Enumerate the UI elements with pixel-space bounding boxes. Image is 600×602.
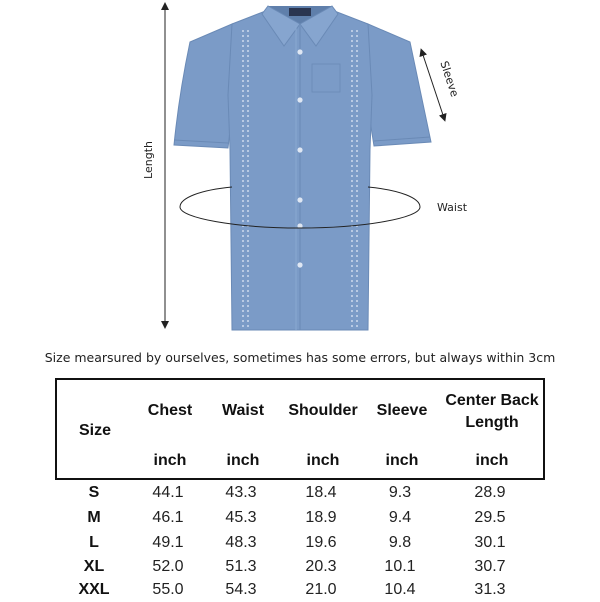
size-cell: XXL: [78, 581, 110, 598]
column-header-shoulder: Shoulder: [288, 402, 358, 419]
sleeve-label: Sleeve: [437, 59, 462, 99]
chest-cell: 52.0: [152, 558, 184, 575]
column-header-waist: Waist: [221, 402, 265, 419]
chest-cell: 49.1: [152, 534, 184, 551]
shoulder-cell: 18.9: [305, 509, 337, 526]
table-row: [55, 481, 545, 505]
shirt-illustration: [174, 6, 431, 330]
table-row: [55, 555, 545, 579]
waist-label: Waist: [437, 201, 468, 214]
chest-cell: 55.0: [152, 581, 184, 598]
shoulder-cell: 20.3: [305, 558, 337, 575]
shoulder-cell: 21.0: [305, 581, 337, 598]
unit-shoulder: inch: [306, 452, 340, 469]
column-header-sleeve: Sleeve: [376, 402, 428, 419]
waist-cell: 51.3: [225, 558, 257, 575]
column-header-center-back-length: Center Back Length: [445, 392, 539, 431]
table-row: [55, 506, 545, 530]
table-row: [55, 578, 545, 602]
center-back-length-cell: 31.3: [474, 581, 506, 598]
center-back-length-cell: 29.5: [474, 509, 506, 526]
waist-cell: 54.3: [225, 581, 257, 598]
sleeve-cell: 9.4: [388, 509, 412, 526]
size-cell: L: [89, 534, 99, 551]
unit-sleeve: inch: [385, 452, 419, 469]
size-cell: S: [88, 484, 100, 501]
sleeve-cell: 10.4: [384, 581, 416, 598]
size-chart-header: [55, 378, 545, 480]
measurement-note: Size mearsured by ourselves, sometimes has some errors, but always within 3cm: [44, 350, 556, 365]
size-cell: XL: [83, 558, 105, 575]
center-back-length-cell: 28.9: [474, 484, 506, 501]
unit-center-back-length: inch: [475, 452, 509, 469]
center-back-length-cell: 30.7: [474, 558, 506, 575]
chest-cell: 46.1: [152, 509, 184, 526]
waist-cell: 48.3: [225, 534, 257, 551]
sleeve-cell: 10.1: [384, 558, 416, 575]
chest-cell: 44.1: [152, 484, 184, 501]
shoulder-cell: 18.4: [305, 484, 337, 501]
waist-cell: 43.3: [225, 484, 257, 501]
waist-cell: 45.3: [225, 509, 257, 526]
sleeve-cell: 9.8: [388, 534, 412, 551]
size-cell: M: [87, 509, 101, 526]
shoulder-cell: 19.6: [305, 534, 337, 551]
unit-chest: inch: [153, 452, 187, 469]
size-header: Size: [78, 422, 111, 439]
column-header-chest: Chest: [147, 402, 193, 419]
unit-waist: inch: [226, 452, 260, 469]
table-row: [55, 531, 545, 555]
sleeve-cell: 9.3: [388, 484, 412, 501]
length-label: Length: [142, 141, 155, 179]
center-back-length-cell: 30.1: [474, 534, 506, 551]
